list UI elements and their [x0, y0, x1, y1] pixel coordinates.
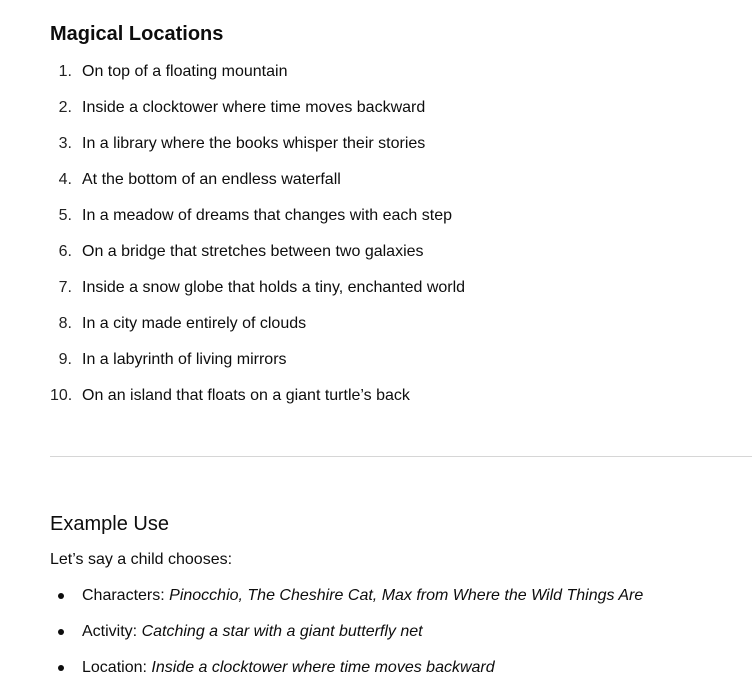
list-item-text: On top of a floating mountain	[82, 63, 288, 80]
list-item-number: 3.	[58, 135, 72, 152]
section-divider	[50, 456, 752, 457]
list-item-number: 9.	[58, 351, 72, 368]
list-item-text: On an island that floats on a giant turtle’s back	[82, 387, 410, 404]
list-item-number: 1.	[58, 63, 72, 80]
list-item	[50, 54, 730, 90]
list-item-text: On a bridge that stretches between two galaxies	[82, 243, 424, 260]
section-heading: Magical Locations	[50, 23, 224, 45]
list-item-number: 2.	[58, 99, 72, 116]
list-item-number: 10.	[50, 387, 73, 404]
example-item-value: Pinocchio, The Cheshire Cat, Max from Where the Wild Things Are	[169, 587, 644, 604]
example-item-body	[82, 650, 495, 686]
bullet-icon	[58, 629, 64, 635]
bullet-icon	[58, 593, 64, 599]
list-item-text: Inside a snow globe that holds a tiny, enchanted world	[82, 279, 466, 296]
list-item-number: 5.	[58, 207, 72, 224]
list-item	[50, 270, 730, 306]
list-item-number: 6.	[58, 243, 72, 260]
example-item-value: Catching a star with a giant butterfly net	[141, 623, 423, 640]
example-item-body	[82, 614, 423, 650]
example-intro: Let’s say a child chooses:	[50, 551, 233, 568]
list-item	[50, 234, 730, 270]
list-item-text: In a city made entirely of clouds	[82, 315, 307, 332]
list-item-text: In a labyrinth of living mirrors	[82, 351, 287, 368]
list-item-text: Inside a clocktower where time moves backward	[82, 99, 426, 116]
list-item	[50, 90, 730, 126]
example-item-label: Activity:	[82, 623, 142, 640]
list-item	[50, 614, 730, 650]
list-item-number: 8.	[58, 315, 72, 332]
list-item	[50, 342, 730, 378]
example-heading: Example Use	[50, 513, 169, 535]
list-item	[50, 126, 730, 162]
list-item-number: 4.	[58, 171, 72, 188]
example-item-value: Inside a clocktower where time moves backward	[151, 659, 495, 676]
list-item-text: In a meadow of dreams that changes with each step	[82, 207, 452, 224]
list-item	[50, 650, 730, 686]
list-item	[50, 198, 730, 234]
list-item	[50, 306, 730, 342]
example-list	[50, 578, 730, 686]
list-item-number: 7.	[58, 279, 72, 296]
list-item-text: In a library where the books whisper their stories	[82, 135, 426, 152]
bullet-icon	[58, 665, 64, 671]
list-item	[50, 578, 730, 614]
locations-list	[50, 54, 730, 414]
example-item-label: Characters:	[82, 587, 170, 604]
example-item-body	[82, 578, 643, 614]
list-item	[50, 162, 730, 198]
list-item	[50, 378, 730, 414]
example-item-label: Location:	[82, 659, 152, 676]
list-item-text: At the bottom of an endless waterfall	[82, 171, 341, 188]
